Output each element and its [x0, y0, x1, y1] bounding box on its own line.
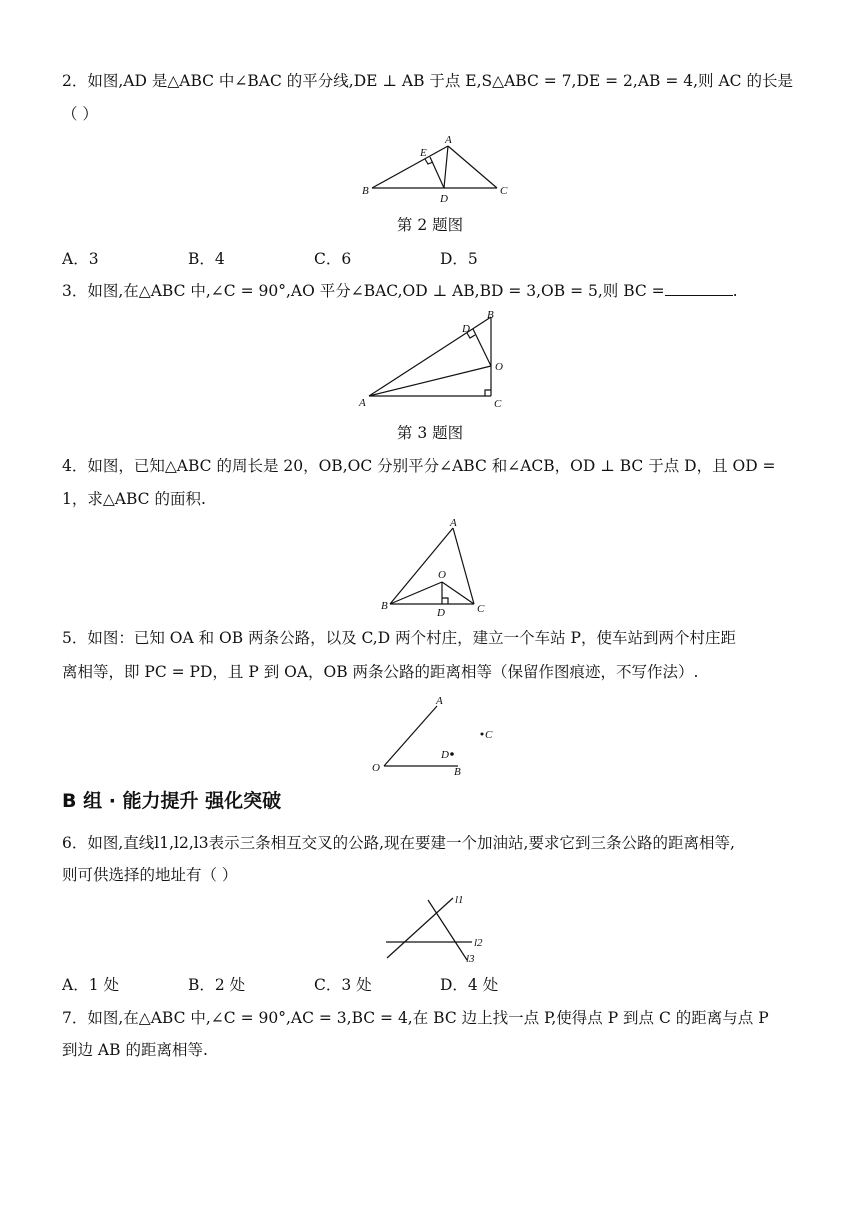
q4-label-a: A	[450, 517, 457, 529]
q6-line-l1	[387, 898, 453, 958]
q2-label-a: A	[445, 134, 452, 146]
q3-answer-blank[interactable]	[665, 281, 733, 296]
q6-stem-line2: 则可供选择的地址有（ ）	[62, 866, 238, 884]
q2-label-e: E	[420, 147, 427, 159]
q4-side-ac	[453, 528, 474, 604]
q2-choices	[62, 247, 478, 269]
q6-choice-c[interactable]: C．3 处	[314, 976, 372, 994]
q2-choice-c[interactable]: C．6	[314, 250, 352, 268]
q3-stem-end: .	[732, 282, 738, 300]
q2-side-ac	[448, 146, 497, 188]
q3-caption: 第 3 题图	[396, 424, 464, 442]
q2-choice-a[interactable]: A．3	[62, 250, 99, 268]
q3-label-c: C	[494, 398, 502, 410]
q6-choice-b[interactable]: B．2 处	[188, 976, 246, 994]
q3-side-ab	[369, 317, 491, 396]
q6-label-l1: l1	[455, 894, 464, 906]
q5-figure	[366, 690, 506, 780]
q6-stem-line1: 6．如图,直线l1,l2,l3表示三条相互交叉的公路,现在要建一个加油站,要求它到三条公路的距离相等,	[62, 834, 735, 852]
q2-caption: 第 2 题图	[396, 216, 464, 234]
q5-label-b: B	[454, 766, 461, 778]
q5-road-oa	[384, 706, 437, 766]
q5-village-c-dot	[481, 733, 484, 736]
section-b-heading: B 组 · 能力提升 强化突破	[62, 790, 282, 812]
q5-stem-line2: 离相等，即 PC = PD，且 P 到 OA，OB 两条公路的距离相等（保留作图痕迹，不写作法）.	[62, 663, 699, 681]
q2-stem-line2: （ ）	[62, 105, 98, 123]
q2-side-ab	[372, 146, 448, 188]
q2-stem-line1: 2．如图,AD 是△ABC 中∠BAC 的平分线,DE ⊥ AB 于点 E,S△ABC = 7,DE = 2,AB = 4,则 AC 的长是	[62, 72, 793, 90]
q3-figure	[356, 308, 516, 414]
q6-choice-d[interactable]: D．4 处	[440, 976, 499, 994]
q3-label-a: A	[359, 397, 366, 409]
q5-label-o: O	[372, 762, 380, 774]
q2-choice-b[interactable]: B．4	[188, 250, 225, 268]
q2-bisector-ad	[444, 146, 448, 188]
q2-label-c: C	[500, 185, 508, 197]
q2-choice-d[interactable]: D．5	[440, 250, 478, 268]
q7-stem-line2: 到边 AB 的距离相等.	[62, 1041, 208, 1059]
q6-choices	[62, 973, 498, 995]
q4-figure	[376, 512, 496, 618]
q3-perp-od	[473, 329, 491, 366]
q6-choice-a[interactable]: A．1 处	[62, 976, 119, 994]
q6-line-l3	[428, 900, 467, 960]
q5-label-c: C	[485, 729, 493, 741]
q5-stem-line1: 5．如图：已知 OA 和 OB 两条公路，以及 C,D 两个村庄，建立一个车站 P，使车站到两个村庄距	[62, 629, 736, 647]
q2-figure	[360, 132, 510, 210]
q5-label-d: D	[441, 749, 449, 761]
q2-label-b: B	[362, 185, 369, 197]
q4-label-c: C	[477, 603, 485, 615]
q4-right-angle-mark	[442, 598, 448, 604]
q3-stem-line1	[62, 280, 802, 302]
q3-label-d: D	[462, 323, 470, 335]
q2-perp-de	[430, 157, 444, 188]
q4-side-ab	[390, 528, 453, 604]
q4-label-o: O	[438, 569, 446, 581]
q7-stem-line1: 7．如图,在△ABC 中,∠C = 90°,AC = 3,BC = 4,在 BC 边上找一点 P,使得点 P 到点 C 的距离与点 P	[62, 1009, 769, 1027]
q4-label-b: B	[381, 600, 388, 612]
q2-label-d: D	[440, 193, 448, 205]
q6-label-l3: l3	[466, 953, 475, 965]
q6-figure	[380, 890, 490, 968]
q3-stem-text: 3．如图,在△ABC 中,∠C = 90°,AO 平分∠BAC,OD ⊥ AB,BD = 3,OB = 5,则 BC =	[62, 282, 665, 300]
q5-village-d-dot	[450, 752, 454, 756]
q6-label-l2: l2	[474, 937, 483, 949]
q3-right-angle-c	[485, 390, 491, 396]
q4-label-d: D	[437, 607, 445, 618]
q5-label-a: A	[436, 695, 443, 707]
q4-stem-line2: 1，求△ABC 的面积.	[62, 490, 206, 508]
q4-stem-line1: 4．如图，已知△ABC 的周长是 20，OB,OC 分别平分∠ABC 和∠ACB，OD ⊥ BC 于点 D，且 OD =	[62, 457, 776, 475]
q3-label-o: O	[495, 361, 503, 373]
q4-bisector-ob	[390, 582, 442, 604]
q3-label-b: B	[487, 309, 494, 321]
q3-bisector-ao	[369, 366, 491, 396]
